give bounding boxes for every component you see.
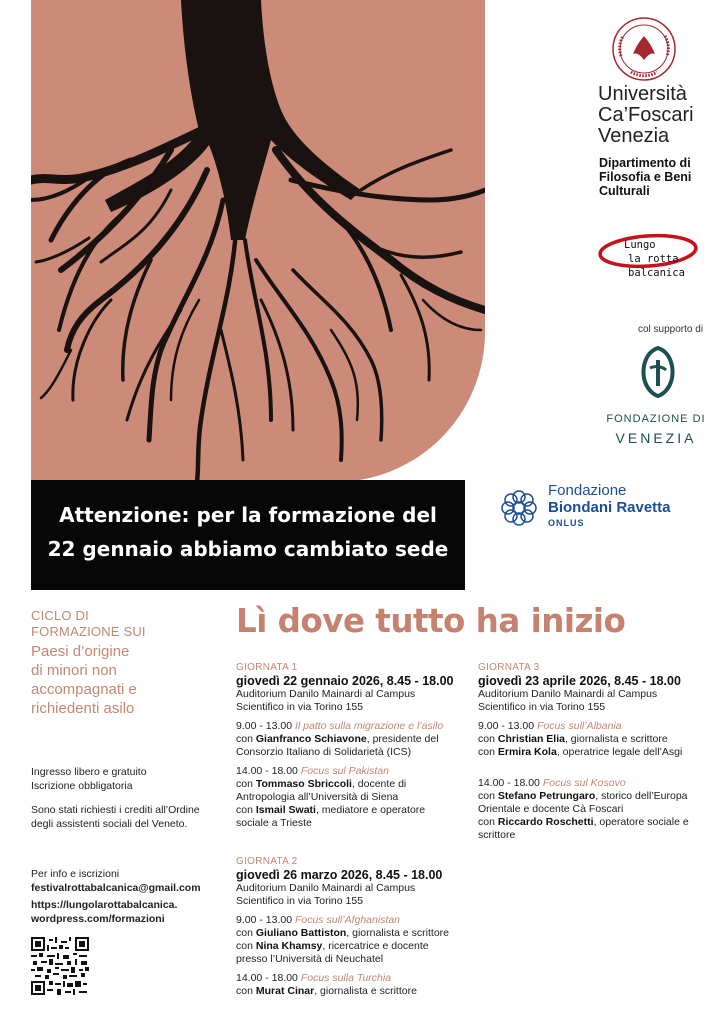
speaker-line [236, 940, 461, 953]
day-2 [236, 856, 461, 998]
cycle-label-line: FORMAZIONE SUI [31, 624, 146, 639]
br-line-2: Biondani Ravetta [548, 499, 671, 516]
speaker-line [478, 733, 703, 746]
notice-line-2: 22 gennaio abbiamo cambiato sede [47, 537, 449, 561]
qr-code[interactable] [31, 937, 89, 995]
session-time: 14.00 - 18.00 [236, 972, 298, 984]
fdv-line-1: FONDAZIONE DI [606, 413, 706, 425]
session-time: 9.00 - 13.00 [236, 914, 293, 926]
fondazione-venezia-name [606, 413, 706, 446]
place-line: Scientifico in via Torino 155 [236, 895, 364, 907]
cycle-label [31, 608, 221, 640]
fondazione-venezia-logo-icon [640, 346, 676, 398]
session-topic: Focus sul Kosovo [542, 777, 626, 789]
place-line: Scientifico in via Torino 155 [478, 701, 606, 713]
speaker-name: Ismail Swati [255, 804, 316, 816]
session-heading [236, 972, 461, 985]
br-line-3: ONLUS [548, 518, 585, 528]
session-heading [236, 720, 461, 733]
speaker-line [236, 778, 461, 791]
session-afternoon [236, 972, 461, 998]
entry-line: Ingresso libero e gratuito [31, 766, 147, 778]
speaker-prefix: con [236, 940, 256, 952]
entry-info [31, 765, 147, 793]
session-time: 9.00 - 13.00 [478, 720, 535, 732]
partner-line: Lungo [624, 239, 656, 251]
session-morning [236, 720, 461, 759]
speaker-prefix: con [236, 733, 256, 745]
url-line: wordpress.com/formazioni [31, 913, 165, 925]
notice-line-1: Attenzione: per la formazione del [59, 503, 437, 527]
session-morning [478, 720, 703, 759]
cycle-topic-line: richiedenti asilo [31, 700, 135, 717]
contact-info [31, 867, 201, 926]
speaker-line [236, 985, 461, 998]
speaker-line [478, 746, 703, 759]
speaker-line [478, 816, 703, 829]
university-name-line: Ca’Foscari [598, 104, 694, 126]
roots-graphic [31, 0, 485, 482]
speaker-name: Murat Cinar [255, 985, 315, 997]
speaker-role: , giornalista e scrittore [564, 733, 668, 745]
session-time: 9.00 - 13.00 [236, 720, 293, 732]
roots-illustration [31, 0, 485, 482]
day-1 [236, 662, 461, 830]
session-topic: Focus sull’Albania [536, 720, 622, 732]
speaker-line [236, 804, 461, 817]
department-line: Culturali [599, 184, 650, 198]
day-3 [478, 662, 703, 842]
speaker-prefix: con [236, 778, 256, 790]
cycle-topic [31, 642, 221, 718]
speaker-prefix: con [478, 733, 498, 745]
cycle-topic-line: accompagnati e [31, 681, 137, 698]
speaker-role: , presidente del [366, 733, 439, 745]
event-title: Lì dove tutto ha inizio [236, 602, 626, 640]
speaker-role: , giornalista e scrittore [314, 985, 417, 997]
speaker-role: , storico dell’Europa [595, 790, 688, 802]
fdv-line-2: VENEZIA [615, 430, 697, 446]
place-line: Auditorium Danilo Mainardi al Campus [236, 688, 416, 700]
place-line: Auditorium Danilo Mainardi al Campus [478, 688, 658, 700]
speaker-prefix: con [236, 804, 256, 816]
speaker-role: , giornalista e scrittore [346, 927, 449, 939]
session-topic: Focus sulla Turchia [300, 972, 392, 984]
speaker-role: scrittore [478, 829, 516, 841]
speaker-name: Christian Elia [497, 733, 565, 745]
speaker-name: Riccardo Roschetti [497, 816, 594, 828]
cycle-intro [31, 608, 221, 718]
session-heading [236, 765, 461, 778]
speaker-line [236, 817, 461, 830]
speaker-role: , docente di [351, 778, 407, 790]
session-topic: Il patto sulla migrazione e l’asilo [294, 720, 444, 732]
speaker-role: Antropologia all’Università di Siena [236, 791, 399, 803]
speaker-name: Nina Khamsy [255, 940, 323, 952]
session-afternoon [236, 765, 461, 830]
university-seal-logo [611, 16, 677, 82]
department-line: Dipartimento di [599, 156, 691, 170]
speaker-role: , ricercatrice e docente [322, 940, 429, 952]
speaker-line [236, 791, 461, 804]
support-label: col supporto di [638, 324, 704, 335]
university-name-line: Università [598, 83, 687, 105]
day-place [478, 688, 703, 714]
day-place [236, 688, 461, 714]
speaker-role: Orientale e docente Cà Foscari [478, 803, 624, 815]
speaker-line [236, 953, 461, 966]
university-name [598, 84, 694, 147]
contact-url[interactable] [31, 898, 201, 926]
contact-label: Per info e iscrizioni [31, 868, 120, 880]
speaker-prefix: con [478, 790, 498, 802]
credits-info [31, 803, 200, 831]
speaker-role: presso l’Università di Neuchatel [236, 953, 384, 965]
speaker-name: Ermira Kola [497, 746, 557, 758]
speaker-line [478, 790, 703, 803]
speaker-name: Tommaso Sbriccoli [255, 778, 352, 790]
partner-line: la rotta balcanica [628, 253, 685, 279]
partner-logo-text [624, 238, 720, 280]
day-place [236, 882, 461, 908]
session-time: 14.00 - 18.00 [478, 777, 540, 789]
speaker-prefix: con [236, 985, 256, 997]
speaker-prefix: con [236, 927, 256, 939]
university-name-line: Venezia [598, 125, 670, 147]
cycle-label-line: CICLO DI [31, 608, 89, 623]
speaker-role: , mediatore e operatore [315, 804, 426, 816]
speaker-prefix: con [478, 746, 498, 758]
contact-email[interactable]: festivalrottabalcanica@gmail.com [31, 882, 201, 894]
session-time: 14.00 - 18.00 [236, 765, 298, 777]
speaker-role: , operatrice legale dell’Asgi [556, 746, 683, 758]
day-label: GIORNATA 3 [478, 662, 540, 673]
day-date: giovedì 26 marzo 2026, 8.45 - 18.00 [236, 868, 443, 882]
speaker-line [236, 927, 461, 940]
day-date: giovedì 23 aprile 2026, 8.45 - 18.00 [478, 674, 681, 688]
day-date: giovedì 22 gennaio 2026, 8.45 - 18.00 [236, 674, 454, 688]
speaker-line [236, 733, 461, 746]
department-line: Filosofia e Beni [599, 170, 692, 184]
day-label: GIORNATA 1 [236, 662, 298, 673]
speaker-role: , operatore sociale e [593, 816, 689, 828]
credits-line: Sono stati richiesti i crediti all’Ordine [31, 804, 200, 816]
speaker-name: Giuliano Battiston [255, 927, 347, 939]
speaker-role: Consorzio Italiano di Solidarietà (ICS) [236, 746, 412, 758]
speaker-line [478, 803, 703, 816]
session-topic: Focus sull’Afghanistan [294, 914, 401, 926]
cycle-topic-line: Paesi d’origine [31, 643, 130, 660]
session-heading [478, 777, 703, 790]
session-afternoon [478, 777, 703, 842]
entry-line: Iscrizione obbligatoria [31, 780, 133, 792]
session-heading [236, 914, 461, 927]
url-line: https://lungolarottabalcanica. [31, 899, 178, 911]
notice-banner [31, 480, 465, 590]
place-line: Scientifico in via Torino 155 [236, 701, 364, 713]
department-name [599, 156, 691, 198]
session-heading [478, 720, 703, 733]
speaker-line [478, 829, 703, 842]
br-line-1: Fondazione [548, 482, 627, 499]
day-label: GIORNATA 2 [236, 856, 298, 867]
speaker-line [236, 746, 461, 759]
biondani-ravetta-name [548, 482, 671, 528]
speaker-name: Stefano Petrungaro [497, 790, 596, 802]
session-morning [236, 914, 461, 966]
credits-line: degli assistenti sociali del Veneto. [31, 818, 188, 830]
session-topic: Focus sul Pakistan [300, 765, 389, 777]
cycle-topic-line: di minori non [31, 662, 117, 679]
speaker-role: sociale a Trieste [236, 817, 312, 829]
speaker-prefix: con [478, 816, 498, 828]
speaker-name: Gianfranco Schiavone [255, 733, 367, 745]
place-line: Auditorium Danilo Mainardi al Campus [236, 882, 416, 894]
biondani-ravetta-flower-icon [496, 485, 542, 531]
